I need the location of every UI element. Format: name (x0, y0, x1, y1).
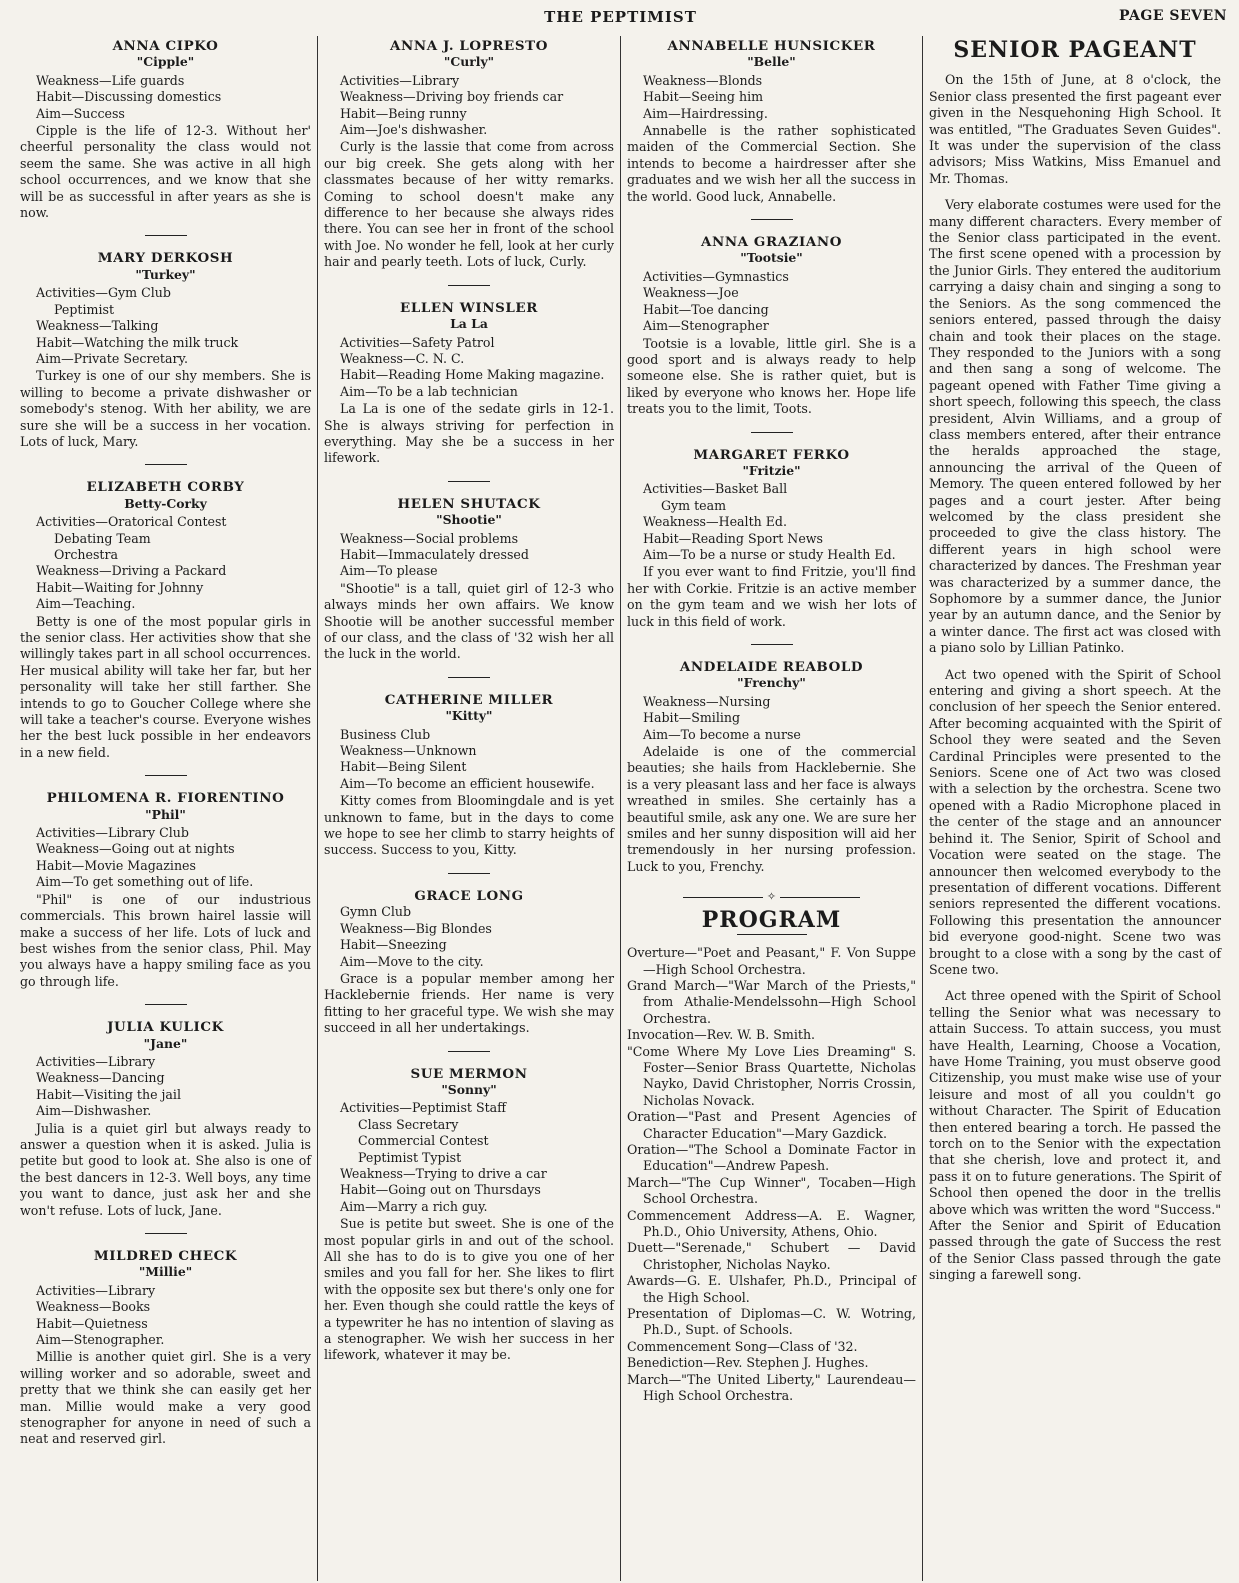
senior-biography: "Shootie" is a tall, quiet girl of 12-3 who always minds her own affairs. We know Shootie will be another successful member of our class, and the class of '32 wish her all the luck in the world. (324, 580, 614, 662)
program-item: Awards—G. E. Ulshafer, Ph.D., Principal of the High School. (627, 1273, 916, 1305)
senior-name: ANNA GRAZIANO (700, 234, 842, 251)
senior-attribute: Aim—To become an efficient housewife. (340, 775, 595, 791)
senior-attribute: Habit—Reading Home Making magazine. (340, 367, 605, 383)
senior-nickname: "Frenchy" (737, 675, 806, 691)
senior-attribute: Aim—Success (36, 105, 125, 121)
senior-profile (20, 38, 311, 221)
senior-attribute: Activities—Library (36, 1053, 156, 1069)
senior-attribute: Debating Team (54, 530, 151, 546)
senior-biography: Curly is the lassie that come from across our big creek. She gets along with her classmates because of her witty remarks. Coming to school doesn't make any difference to her because she always rides there. You can see her in front of the school with Joe. No wonder he fell, look at her curly hair and pearly teeth. Lots of luck, Curly. (324, 139, 614, 270)
senior-nickname: La La (450, 316, 488, 332)
section-divider (145, 235, 187, 236)
senior-attribute: Habit—Movie Magazines (36, 857, 196, 873)
program-item: Benediction—Rev. Stephen J. Hughes. (627, 1355, 869, 1371)
senior-attribute: Activities—Peptimist Staff (340, 1100, 507, 1116)
senior-attribute: Activities—Safety Patrol (340, 334, 495, 350)
senior-attribute: Habit—Discussing domestics (36, 89, 222, 105)
senior-attribute: Peptimist Typist (358, 1149, 462, 1165)
senior-attribute: Habit—Sneezing (340, 937, 447, 953)
senior-attribute: Habit—Waiting for Johnny (36, 579, 204, 595)
senior-attribute: Commercial Contest (358, 1133, 489, 1149)
senior-biography: "Phil" is one of our industrious commercials. This brown hairel lassie will make a success of her life. Lots of luck and best wishes from the senior class, Phil. May you always have a happy smiling face as you go through life. (20, 891, 311, 989)
senior-biography: Sue is petite but sweet. She is one of the most popular girls in and out of the school. All she has to do is to give you one of her smiles and you fall for her. She likes to flirt with the opposite sex but there's only one for her. Even though she could rattle the keys of a typewriter he has no intention of slaving as a stenographer. We wish her success in her lifework, whatever it may be. (324, 1216, 614, 1363)
senior-attribute: Weakness—Going out at nights (36, 841, 235, 857)
program-rule (737, 934, 807, 935)
program-section (627, 906, 916, 1405)
senior-attribute: Aim—Joe's dishwasher. (340, 122, 488, 138)
senior-attribute: Aim—To be a nurse or study Health Ed. (643, 546, 896, 562)
senior-biography: Adelaide is one of the commercial beauties; she hails from Hacklebernie. She is a very pleasant lass and her face is always wreathed in smiles. She certainly has a beautiful smile, ask any one. We are sure her smiles and her sunny disposition will aid her tremendously in her nursing profession. Luck to you, Frenchy. (627, 744, 916, 874)
senior-attribute: Activities—Gymnastics (643, 268, 789, 284)
program-list (627, 945, 916, 1404)
pageant-paragraph: Very elaborate costumes were used for the many different characters. Every member of the Senior class participated in the event. The first scene opened with a procession by the Junior Girls. They entered the auditorium carrying a daisy chain and singing a song to the Seniors. As the song commenced the seniors entered, passed through the daisy chain and took their places on the stage. They responded to the Juniors with a song and then sang a song of welcome. The pageant opened with Father Time giving a short speech, following this speech, the class president, Alvin Williams, and a group of class members entered, after their entrance the heralds approached the stage, announcing the arrival of the Queen of Memory. The queen entered followed by her pages and a court jester. After being welcomed by the class president she proceeded to give the class history. The different years in high school were characterized by dances. The Freshman year was characterized by a summer dance, the Sophomore by a summer dance, the Junior year by an autumn dance, and the Senior by a winter dance. The first act was closed with a piano solo by Lillian Patinko. (929, 197, 1221, 656)
senior-biography: Julia is a quiet girl but always ready to answer a question when it is asked. Julia is petite but good to look at. She also is one of the best dancers in 12-3. Well boys, any time you want to dance, just ask her and she won't refuse. Lots of luck, Jane. (20, 1120, 311, 1218)
senior-nickname: "Jane" (143, 1035, 188, 1051)
senior-attribute: Peptimist (54, 301, 115, 317)
section-divider (448, 873, 490, 874)
column-3 (620, 36, 922, 1581)
senior-attribute: Habit—Reading Sport News (643, 530, 824, 546)
program-title: PROGRAM (701, 906, 842, 933)
senior-profile (627, 234, 916, 417)
senior-nickname: "Curly" (443, 54, 495, 70)
senior-attribute: Weakness—Unknown (340, 743, 477, 759)
senior-attribute: Aim—Private Secretary. (36, 350, 188, 366)
program-item: Grand March—"War March of the Priests," from Athalie-Mendelssohn—High School Orchestra. (627, 977, 916, 1026)
section-divider (751, 432, 793, 433)
senior-attribute: Weakness—Big Blondes (340, 920, 492, 936)
senior-attribute: Aim—To please (340, 563, 438, 579)
senior-attribute: Gymn Club (340, 904, 412, 920)
senior-attribute: Orchestra (54, 546, 119, 562)
senior-attribute: Aim—Hairdressing. (643, 105, 768, 121)
senior-biography: If you ever want to find Fritzie, you'll find her with Corkie. Fritzie is an active member on the gym team and we wish her lots of luck in this field of work. (627, 564, 916, 629)
senior-attribute: Business Club (340, 726, 431, 742)
senior-biography: Cipple is the life of 12-3. Without her' cheerful personality the class would not seem the same. She was active in all high school occurrences, and we know that she will be as successful in after years as she is now. (20, 123, 311, 221)
senior-profile (324, 38, 614, 271)
program-item: Oration—"Past and Present Agencies of Character Education"—Mary Gazdick. (627, 1109, 916, 1141)
senior-attribute: Aim—Move to the city. (340, 953, 484, 969)
senior-attribute: Habit—Being Silent (340, 759, 467, 775)
senior-name: HELEN SHUTACK (397, 495, 541, 512)
senior-biography: Tootsie is a lovable, little girl. She is a good sport and is always ready to help someone else. She is rather quiet, but is liked by everyone who knows her. Hope life treats you to the limit, Toots. (627, 335, 916, 417)
senior-attribute: Weakness—Trying to drive a car (340, 1165, 547, 1181)
page-number: PAGE SEVEN (1119, 8, 1227, 24)
senior-attribute: Activities—Oratorical Contest (36, 514, 227, 530)
senior-profile (627, 659, 916, 875)
senior-attribute: Weakness—Driving boy friends car (340, 89, 564, 105)
senior-biography: Millie is another quiet girl. She is a very willing worker and so adorable, sweet and pretty that we think she can easily get her man. Millie would make a very good stenographer for anyone in need of such a neat and reserved girl. (20, 1349, 311, 1447)
senior-nickname: "Tootsie" (740, 250, 803, 266)
senior-name: GRACE LONG (414, 887, 524, 904)
senior-nickname: "Phil" (145, 806, 186, 822)
senior-name: MARY DERKOSH (97, 250, 234, 267)
senior-profile (20, 250, 311, 450)
senior-name: ELIZABETH CORBY (86, 479, 245, 496)
senior-profile (627, 447, 916, 630)
senior-attribute: Activities—Library Club (36, 825, 189, 841)
senior-name: CATHERINE MILLER (384, 691, 554, 708)
program-item: Commencement Address—A. E. Wagner, Ph.D., Ohio University, Athens, Ohio. (627, 1207, 916, 1239)
senior-nickname: "Fritzie" (742, 462, 801, 478)
senior-attribute: Habit—Smiling (643, 710, 741, 726)
senior-attribute: Habit—Immaculately dressed (340, 546, 529, 562)
program-item: Invocation—Rev. W. B. Smith. (627, 1027, 816, 1043)
senior-attribute: Weakness—C. N. C. (340, 350, 465, 366)
senior-profile (324, 692, 614, 859)
senior-biography: Turkey is one of our shy members. She is willing to become a private dishwasher or somebody's stenog. With her ability, we are sure she will be a success in her vocation. Lots of luck, Mary. (20, 368, 311, 449)
senior-attribute: Aim—To be a lab technician (340, 383, 518, 399)
section-divider (751, 644, 793, 645)
senior-name: PHILOMENA R. FIORENTINO (46, 790, 285, 807)
senior-attribute: Weakness—Health Ed. (643, 514, 787, 530)
pageant-paragraph: Act three opened with the Spirit of School telling the Senior what was necessary to attain Success. To attain success, you must have Health, Learning, Choose a Vocation, have Home Training, you must observe good Citizenship, you must make wise use of your leisure and most of all you couldn't go without Character. The Spirit of Education then entered bearing a torch. He passed the torch on to the Senior with the expectation that she cherish, love and protect it, and pass it on to future generations. The Spirit of School then opened the door in the trellis above which was written the word "Success." After the Senior and Spirit of Education passed through the gate of Success the rest of the Senior Class passed through the gate singing a farewell song. (929, 988, 1221, 1283)
ornament-divider: ✧ (627, 889, 916, 905)
section-divider (448, 677, 490, 678)
pageant-body (929, 72, 1221, 1283)
senior-nickname: "Kitty" (445, 708, 493, 724)
columns (14, 36, 1227, 1581)
senior-biography: Kitty comes from Bloomingdale and is yet unknown to fame, but in the days to come we hope to see her climb to starry heights of success. Success to you, Kitty. (324, 793, 614, 858)
program-item: Oration—"The School a Dominate Factor in Education"—Andrew Papesh. (627, 1141, 916, 1174)
senior-attribute: Weakness—Joe (643, 285, 739, 301)
senior-profile (20, 1248, 311, 1448)
senior-attribute: Weakness—Driving a Packard (36, 563, 227, 579)
section-divider (145, 464, 187, 465)
senior-attribute: Weakness—Talking (36, 318, 159, 334)
senior-attribute: Aim—Teaching. (36, 596, 136, 612)
program-item: Overture—"Poet and Peasant," F. Von Suppe—High School Orchestra. (627, 945, 916, 977)
senior-attribute: Habit—Going out on Thursdays (340, 1182, 541, 1198)
senior-nickname: Betty-Corky (124, 495, 207, 511)
senior-profile (324, 888, 614, 1037)
senior-attribute: Weakness—Books (36, 1299, 151, 1315)
program-item: March—"The United Liberty," Laurendeau—High School Orchestra. (627, 1371, 916, 1404)
senior-attribute: Activities—Basket Ball (643, 481, 788, 497)
senior-nickname: "Sonny" (441, 1081, 497, 1097)
section-divider (448, 481, 490, 482)
senior-name: ANNA J. LOPRESTO (390, 38, 548, 54)
senior-nickname: "Turkey" (135, 266, 196, 282)
senior-attribute: Weakness—Social problems (340, 530, 519, 546)
program-item: Presentation of Diplomas—C. W. Wotring, Ph.D., Supt. of Schools. (627, 1306, 916, 1338)
program-item: March—"The Cup Winner", Tocaben—High School Orchestra. (627, 1174, 916, 1207)
column-3-profiles (627, 38, 916, 875)
senior-attribute: Habit—Watching the milk truck (36, 334, 239, 350)
senior-name: MILDRED CHECK (93, 1248, 238, 1264)
senior-name: SUE MERMON (410, 1065, 528, 1082)
senior-attribute: Aim—To get something out of life. (36, 874, 254, 890)
senior-attribute: Weakness—Blonds (643, 72, 763, 88)
section-divider (145, 1004, 187, 1005)
senior-profile (20, 479, 311, 761)
senior-attribute: Aim—Stenographer. (36, 1332, 165, 1348)
senior-biography: La La is one of the sedate girls in 12-1. She is always striving for perfection in everything. May she be a success in her lifework. (324, 401, 614, 466)
senior-profile (324, 1066, 614, 1364)
senior-nickname: "Millie" (138, 1264, 193, 1280)
senior-nickname: "Cipple" (136, 54, 195, 70)
senior-attribute: Aim—To become a nurse (643, 726, 801, 742)
senior-attribute: Habit—Quietness (36, 1315, 148, 1331)
senior-name: ANDELAIDE REABOLD (679, 659, 864, 675)
senior-attribute: Habit—Seeing him (643, 89, 764, 105)
senior-profile (324, 496, 614, 663)
senior-attribute: Aim—Dishwasher. (36, 1103, 152, 1119)
senior-biography: Annabelle is the rather sophisticated maiden of the Commercial Section. She intends to become a hairdresser after she graduates and we wish her all the success in the world. Good luck, Annabelle. (627, 123, 916, 204)
senior-name: MARGARET FERKO (693, 446, 850, 463)
section-divider (145, 775, 187, 776)
column-4 (922, 36, 1227, 1581)
pageant-paragraph: Act two opened with the Spirit of School entering and giving a short speech. At the conclusion of her speech the Senior entered. After becoming acquainted with the Spirit of School they were seated and the Seven Cardinal Principles were presented to the Seniors. Scene one of Act two was closed with a selection by the orchestra. Scene two opened with a Radio Microphone placed in the center of the stage and an announcer behind it. The Senior, Spirit of School and Vocation were seated on the stage. The announcer then welcomed everybody to the presentation of different vocations. Different seniors represented the different vocations. Following this presentation the announcer bid everyone good-night. Scene two was brought to a close with a song by the cast of Scene two. (929, 666, 1221, 977)
senior-attribute: Aim—Stenographer (643, 318, 769, 334)
senior-nickname: "Shootie" (436, 512, 502, 528)
column-2 (317, 36, 620, 1581)
senior-name: ELLEN WINSLER (400, 299, 538, 316)
senior-attribute: Habit—Toe dancing (643, 301, 769, 317)
senior-name: ANNABELLE HUNSICKER (667, 38, 876, 54)
program-item: Duett—"Serenade," Schubert — David Christopher, Nicholas Nayko. (627, 1240, 916, 1272)
newspaper-title: THE PEPTIMIST (544, 8, 697, 26)
senior-attribute: Activities—Library (36, 1282, 156, 1298)
senior-biography: Grace is a popular member among her Hacklebernie friends. Her name is very fitting to her graceful type. We wish she may succeed in all her undertakings. (324, 970, 614, 1036)
senior-profile (20, 1019, 311, 1219)
masthead (14, 6, 1227, 28)
section-divider (751, 219, 793, 220)
senior-attribute: Gym team (661, 497, 727, 513)
section-divider (448, 285, 490, 286)
senior-attribute: Weakness—Dancing (36, 1070, 165, 1086)
section-divider (448, 1051, 490, 1052)
senior-attribute: Weakness—Nursing (643, 693, 771, 709)
senior-profile (627, 38, 916, 205)
program-item: "Come Where My Love Lies Dreaming" S. Foster—Senior Brass Quartette, Nicholas Nayko, David Christopher, Norris Crossin, Nicholas Novack. (627, 1043, 916, 1108)
pageant-title: SENIOR PAGEANT (953, 37, 1197, 63)
senior-biography: Betty is one of the most popular girls in the senior class. Her activities show that she willingly takes part in all school occurrences. Her musical ability will take her far, but her personality will take her still farther. She intends to go to Goucher College where she will take a teacher's course. Everyone wishes her the best luck possible in her endeavors in a new field. (20, 613, 311, 760)
column-1 (14, 36, 317, 1581)
senior-attribute: Habit—Being runny (340, 105, 467, 121)
senior-name: ANNA CIPKO (112, 38, 219, 54)
senior-nickname: "Belle" (747, 54, 796, 70)
senior-profile (20, 790, 311, 990)
pageant-paragraph: On the 15th of June, at 8 o'clock, the Senior class presented the first pageant ever given in the Nesquehoning High School. It was entitled, "The Graduates Seven Guides". It was under the supervision of the class advisors; Miss Watkins, Miss Emanuel and Mr. Thomas. (929, 72, 1221, 186)
senior-attribute: Activities—Library (340, 72, 460, 88)
program-item: Commencement Song—Class of '32. (627, 1338, 858, 1354)
senior-attribute: Weakness—Life guards (36, 72, 185, 88)
senior-attribute: Class Secretary (358, 1116, 459, 1132)
senior-attribute: Habit—Visiting the jail (36, 1086, 181, 1102)
senior-attribute: Activities—Gym Club (36, 285, 171, 301)
senior-attribute: Aim—Marry a rich guy. (340, 1198, 488, 1214)
section-divider (145, 1233, 187, 1234)
senior-name: JULIA KULICK (107, 1019, 224, 1036)
senior-profile (324, 300, 614, 467)
